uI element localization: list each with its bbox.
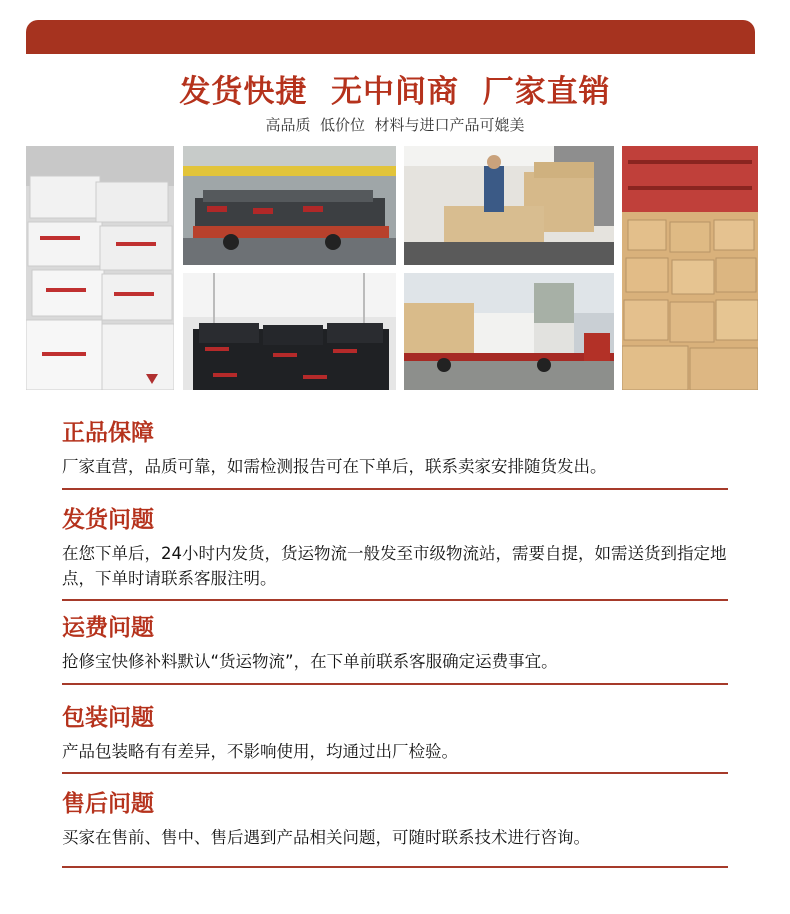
section-freight xyxy=(62,613,730,674)
section-text: 抢修宝快修补料默认“货运物流”，在下单前联系客服确定运费事宜。 xyxy=(62,652,558,671)
photo-truck-cargo-red xyxy=(622,146,758,390)
divider xyxy=(62,683,728,685)
section-text: 产品包装略有有差异，不影响使用，均通过出厂检验。 xyxy=(62,742,458,761)
section-packaging xyxy=(62,703,730,764)
headline: 发货快捷 无中间商 厂家直销 xyxy=(179,74,611,110)
section-title: 包装问题 xyxy=(62,705,154,731)
divider xyxy=(62,772,728,774)
photo-white-bags xyxy=(26,146,174,390)
section-after-sales xyxy=(62,789,730,850)
section-title: 售后问题 xyxy=(62,791,154,817)
section-title: 运费问题 xyxy=(62,615,154,641)
section-title: 正品保障 xyxy=(62,420,154,446)
section-shipping xyxy=(62,505,730,591)
photo-container-black-bags xyxy=(183,273,396,390)
section-text: 买家在售前、售中、售后遇到产品相关问题，可随时联系技术进行咨询。 xyxy=(62,828,590,847)
section-genuine-guarantee xyxy=(62,418,730,479)
subheadline: 高品质 低价位 材料与进口产品可媲美 xyxy=(265,116,525,134)
top-banner-bar xyxy=(26,20,755,54)
divider xyxy=(62,866,728,868)
section-text: 厂家直营，品质可靠，如需检测报告可在下单后，联系卖家安排随货发出。 xyxy=(62,457,607,476)
section-text: 在您下单后，24小时内发货，货运物流一般发至市级物流站，需要自提，如需送货到指定地点，下单时请联系客服注明。 xyxy=(62,544,727,588)
photo-worker-unloading xyxy=(404,146,614,265)
divider xyxy=(62,599,728,601)
divider xyxy=(62,488,728,490)
photo-flatbed-truck xyxy=(404,273,614,390)
section-title: 发货问题 xyxy=(62,507,154,533)
photo-truck-loading xyxy=(183,146,396,265)
